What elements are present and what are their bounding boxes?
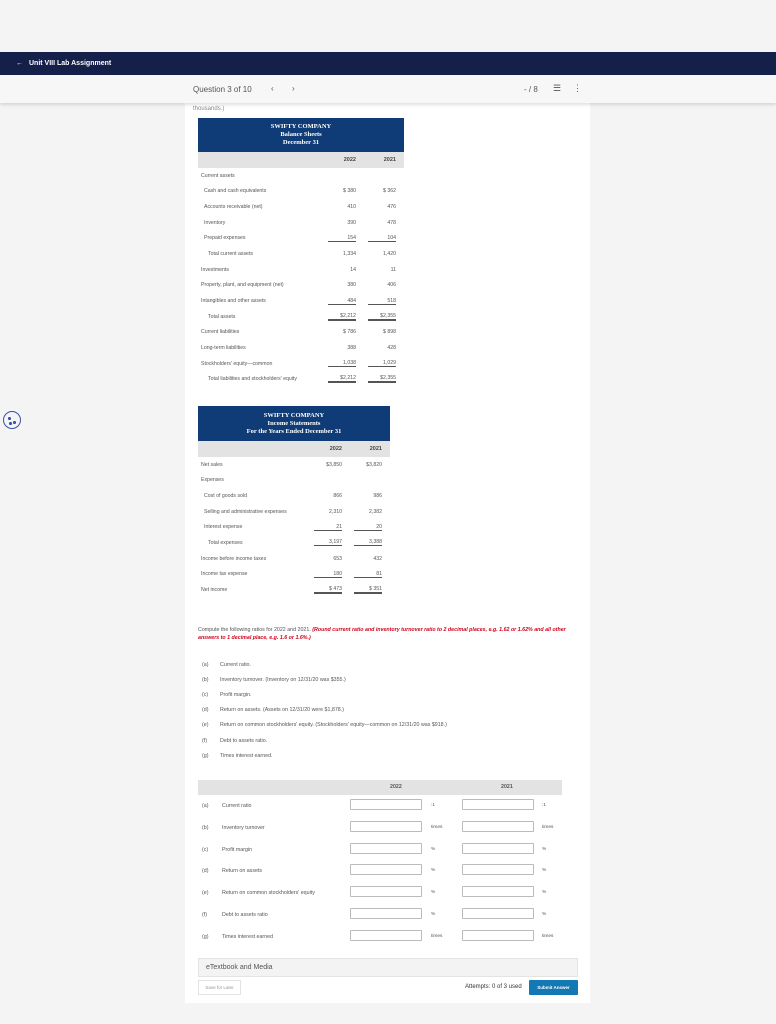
value-2022 (310, 567, 350, 583)
value-2022-text: 866 (333, 492, 342, 499)
table-row (198, 519, 390, 535)
table-row (198, 372, 404, 388)
table-row (198, 567, 390, 583)
row-label: Profit margin (222, 846, 253, 853)
row-label: Total current assets (208, 250, 253, 257)
answer-row (198, 817, 562, 839)
row-label: Total expenses (208, 539, 243, 546)
balance-sheet-table (198, 118, 404, 387)
row-label: Selling and administrative expenses (204, 508, 287, 515)
item-text: Inventory turnover. (Inventory on 12/31/20 was $355.) (220, 676, 346, 683)
save-for-later-button[interactable]: Save for Later (198, 980, 241, 995)
question-counter: Question 3 of 10 (193, 85, 252, 94)
table-row (198, 199, 404, 215)
table-row (198, 325, 404, 341)
table-row (198, 472, 390, 488)
points: - / 8 (524, 85, 538, 94)
list-item (202, 687, 447, 702)
value-2022-text: $3,850 (326, 461, 342, 468)
value-2021-text: 2,382 (369, 508, 382, 515)
income-statement-table (198, 406, 390, 598)
row-label: Intangibles and other assets (201, 298, 266, 305)
answer-row (198, 904, 562, 926)
row-label: Prepaid expenses (204, 235, 246, 242)
item-letter: (b) (202, 676, 209, 683)
row-label: Times interest earned (222, 933, 274, 940)
answer-row (198, 795, 562, 817)
row-label: Current liabilities (201, 329, 240, 336)
answer-input-2022[interactable] (350, 799, 422, 810)
value-2021 (350, 504, 390, 520)
row-label: Net sales (201, 461, 223, 468)
income-title: Income Statements (267, 419, 321, 427)
unit-2021: % (542, 890, 547, 896)
answer-input-2021[interactable] (462, 930, 534, 941)
assignment-title-link[interactable]: Unit VIII Lab Assignment (29, 60, 112, 67)
table-row (198, 230, 404, 246)
value-2021-text: 428 (387, 345, 396, 352)
row-label: Accounts receivable (net) (204, 203, 263, 210)
item-text: Profit margin. (220, 691, 252, 698)
value-2021 (364, 278, 404, 294)
unit-2022: % (431, 911, 436, 917)
value-2021 (350, 519, 390, 535)
row-label: Return on assets (222, 868, 263, 875)
truncated-text: thousands.) (193, 106, 225, 112)
attempts-text: Attempts: 0 of 3 used (465, 984, 522, 990)
row-label: Total assets (208, 313, 236, 320)
table-row (198, 168, 404, 184)
value-2022 (310, 488, 350, 504)
table-row (198, 309, 404, 325)
value-2022-text: 1,334 (343, 250, 356, 257)
table-row (198, 293, 404, 309)
value-2021 (364, 183, 404, 199)
unit-2022: :1 (431, 803, 436, 808)
unit-2021: times (542, 824, 554, 830)
value-2021 (364, 309, 404, 325)
unit-2022: % (431, 846, 436, 852)
list-item (202, 672, 447, 687)
row-label: Net income (201, 587, 228, 594)
top-bar (0, 52, 776, 75)
table-row (198, 246, 404, 262)
instructions (198, 626, 578, 642)
item-text: Return on common stockholders' equity. (Stockholders' equity—common on 12/31/20 was $918.) (220, 722, 447, 729)
question-nav-bar (0, 75, 776, 103)
list-item (202, 703, 447, 718)
answer-input-2021[interactable] (462, 886, 534, 897)
value-2022-text: 1,038 (328, 360, 356, 367)
value-2021 (364, 293, 404, 309)
table-row (198, 504, 390, 520)
value-2021-text: 11 (390, 266, 396, 273)
value-2021 (350, 457, 390, 473)
table-row (198, 340, 404, 356)
value-2021-text: $2,355 (368, 313, 396, 321)
value-2021 (364, 262, 404, 278)
cookie-icon[interactable] (3, 411, 21, 429)
row-label: Long-term liabilities (201, 345, 246, 352)
answer-header (198, 780, 562, 795)
unit-2022: % (431, 890, 436, 896)
more-options-icon[interactable]: ⋮ (573, 83, 582, 93)
value-2022-text: 484 (328, 298, 356, 305)
row-label: Total liabilities and stockholders' equity (208, 376, 297, 383)
item-letter: (c) (202, 691, 209, 698)
unit-2021: % (542, 846, 547, 852)
value-2022 (324, 356, 364, 372)
table-row (198, 183, 404, 199)
value-2022-text: $ 786 (343, 329, 356, 336)
value-2021 (350, 472, 390, 488)
row-letter: (f) (202, 911, 207, 918)
value-2021 (364, 230, 404, 246)
row-label: Income tax expense (201, 571, 248, 578)
balance-title: Balance Sheets (280, 131, 322, 138)
table-row (198, 551, 390, 567)
year-2022: 2022 (324, 152, 364, 168)
balance-company: SWIFTY COMPANY (270, 123, 332, 130)
value-2022 (310, 472, 350, 488)
answer-input-2021[interactable] (462, 799, 534, 810)
value-2021-text: 1,420 (383, 250, 396, 257)
value-2022-text: 3,197 (314, 539, 342, 546)
row-letter: (a) (202, 803, 209, 809)
answer-row (198, 926, 562, 948)
value-2022 (324, 199, 364, 215)
row-label: Property, plant, and equipment (net) (201, 282, 284, 289)
value-2022 (310, 504, 350, 520)
value-2022-text: 410 (347, 203, 356, 210)
value-2021 (364, 246, 404, 262)
row-label: Cost of goods sold (204, 492, 247, 499)
value-2022-text: $ 380 (343, 188, 356, 195)
answer-input-2022[interactable] (350, 843, 422, 854)
value-2022 (310, 535, 350, 551)
value-2022-text: $ 473 (314, 586, 342, 594)
row-letter: (c) (202, 846, 209, 853)
value-2021 (364, 325, 404, 341)
unit-2021: % (542, 868, 547, 874)
value-2022 (324, 293, 364, 309)
answer-row (198, 882, 562, 904)
value-2021-text: 104 (368, 235, 396, 242)
item-text: Return on assets. (Assets on 12/31/20 were $1,878.) (220, 707, 344, 714)
table-row (198, 582, 390, 598)
value-2021 (350, 582, 390, 598)
etextbook-media-bar[interactable]: eTextbook and Media (198, 958, 578, 977)
answer-input-2022[interactable] (350, 908, 422, 919)
list-icon[interactable]: ☰ (553, 83, 562, 93)
value-2022 (324, 278, 364, 294)
table-row (198, 488, 390, 504)
value-2022 (324, 372, 364, 388)
value-2021 (364, 168, 404, 184)
value-2022-text: $2,212 (328, 313, 356, 321)
year-2022: 2022 (310, 441, 350, 457)
row-letter: (b) (202, 824, 209, 831)
row-label: Cash and cash equivalents (204, 188, 267, 195)
year-2021: 2021 (350, 441, 390, 457)
value-2022 (324, 183, 364, 199)
rounding-note: (Round current ratio and inventory turnover ratio to 2 decimal places, e.g. 1.62 or 1.62% and all other answers to 1 decimal place, e.g. 1.6 or 1.6%.) (198, 627, 566, 641)
table-row (198, 215, 404, 231)
row-label: Current assets (201, 172, 235, 179)
value-2021-text: $ 362 (383, 188, 396, 195)
unit-2021: % (542, 911, 547, 917)
year-2021: 2021 (364, 152, 404, 168)
submit-answer-button[interactable]: Submit Answer (529, 980, 578, 995)
answer-table (198, 780, 562, 948)
unit-2022: times (431, 933, 443, 939)
value-2021 (364, 215, 404, 231)
row-letter: (g) (202, 933, 209, 940)
value-2021 (364, 372, 404, 388)
item-letter: (f) (202, 737, 207, 744)
value-2021-text: 476 (387, 203, 396, 210)
row-letter: (e) (202, 890, 209, 897)
value-2022-text: 14 (350, 266, 356, 273)
item-text: Times interest earned. (220, 752, 273, 759)
unit-2022: % (431, 868, 436, 874)
row-label: Inventory (204, 219, 226, 226)
value-2021 (350, 488, 390, 504)
list-item (202, 657, 447, 672)
ratio-list (202, 657, 447, 763)
value-2022-text: 180 (314, 571, 342, 578)
table-row (198, 457, 390, 473)
table-row (198, 356, 404, 372)
value-2021 (364, 356, 404, 372)
value-2022 (324, 309, 364, 325)
col-2021: 2021 (501, 784, 513, 790)
value-2021 (350, 567, 390, 583)
value-2022 (310, 519, 350, 535)
value-2022-text: $2,212 (328, 375, 356, 383)
back-arrow-icon[interactable]: ← (16, 60, 23, 67)
answer-row (198, 839, 562, 861)
value-2022-text: 380 (347, 282, 356, 289)
value-2021-text: 81 (354, 571, 382, 578)
instructions-text: Compute the following ratios for 2022 and 2021. (198, 627, 313, 633)
answer-input-2022[interactable] (350, 930, 422, 941)
value-2021-text: 432 (373, 555, 382, 562)
row-label: Interest expense (204, 524, 243, 531)
value-2022-text: 21 (314, 524, 342, 531)
answer-input-2021[interactable] (462, 821, 534, 832)
value-2021-text: 1,029 (368, 360, 396, 367)
prev-question-icon[interactable]: ‹ (271, 84, 274, 93)
table-row (198, 535, 390, 551)
row-label: Debt to assets ratio (222, 911, 268, 918)
value-2022 (310, 551, 350, 567)
row-label: Return on common stockholders' equity (222, 890, 315, 897)
answer-input-2021[interactable] (462, 864, 534, 875)
value-2022 (324, 325, 364, 341)
value-2021-text: $ 898 (383, 329, 396, 336)
balance-date: December 31 (282, 139, 320, 146)
value-2021-text: 20 (354, 524, 382, 531)
answer-row (198, 860, 562, 882)
value-2022 (310, 582, 350, 598)
income-company: SWIFTY COMPANY (263, 411, 325, 419)
value-2021-text: 3,388 (354, 539, 382, 546)
answer-input-2022[interactable] (350, 864, 422, 875)
row-label: Investments (201, 266, 229, 273)
row-label: Income before income taxes (201, 555, 267, 562)
value-2022 (324, 340, 364, 356)
row-label: Stockholders' equity—common (201, 360, 273, 367)
value-2021-text: $3,820 (366, 461, 382, 468)
item-letter: (g) (202, 752, 209, 759)
value-2021-text: 986 (373, 492, 382, 499)
value-2022-text: 154 (328, 235, 356, 242)
answer-input-2022[interactable] (350, 886, 422, 897)
item-text: Debt to assets ratio. (220, 737, 268, 744)
item-text: Current ratio. (220, 661, 251, 668)
value-2022 (310, 457, 350, 473)
answer-input-2021[interactable] (462, 843, 534, 854)
value-2022 (324, 246, 364, 262)
item-letter: (e) (202, 722, 209, 729)
row-label: Expenses (201, 477, 224, 484)
answer-input-2021[interactable] (462, 908, 534, 919)
value-2021-text: $2,355 (368, 375, 396, 383)
value-2022-text: 388 (347, 345, 356, 352)
value-2021 (364, 199, 404, 215)
col-2022: 2022 (390, 784, 402, 790)
list-item (202, 748, 447, 763)
value-2021 (364, 340, 404, 356)
value-2022 (324, 262, 364, 278)
value-2022-text: 2,310 (329, 508, 342, 515)
income-date: For the Years Ended December 31 (246, 427, 342, 435)
unit-2022: times (431, 824, 443, 830)
table-row (198, 262, 404, 278)
row-label: Current ratio (222, 803, 252, 809)
item-letter: (a) (202, 661, 209, 668)
unit-2021: times (542, 933, 554, 939)
value-2022-text: 390 (347, 219, 356, 226)
item-letter: (d) (202, 707, 209, 714)
next-question-icon[interactable]: › (292, 84, 295, 93)
value-2021-text: 406 (387, 282, 396, 289)
value-2021-text: 478 (387, 219, 396, 226)
row-label: Inventory turnover (222, 824, 265, 831)
value-2021-text: $ 351 (354, 586, 382, 594)
list-item (202, 733, 447, 748)
unit-2021: :1 (542, 803, 547, 808)
table-row (198, 278, 404, 294)
value-2022 (324, 168, 364, 184)
value-2021 (350, 535, 390, 551)
value-2021 (350, 551, 390, 567)
answer-input-2022[interactable] (350, 821, 422, 832)
row-letter: (d) (202, 868, 209, 875)
value-2021-text: 518 (368, 298, 396, 305)
list-item (202, 718, 447, 733)
value-2022 (324, 215, 364, 231)
value-2022 (324, 230, 364, 246)
value-2022-text: 653 (333, 555, 342, 562)
